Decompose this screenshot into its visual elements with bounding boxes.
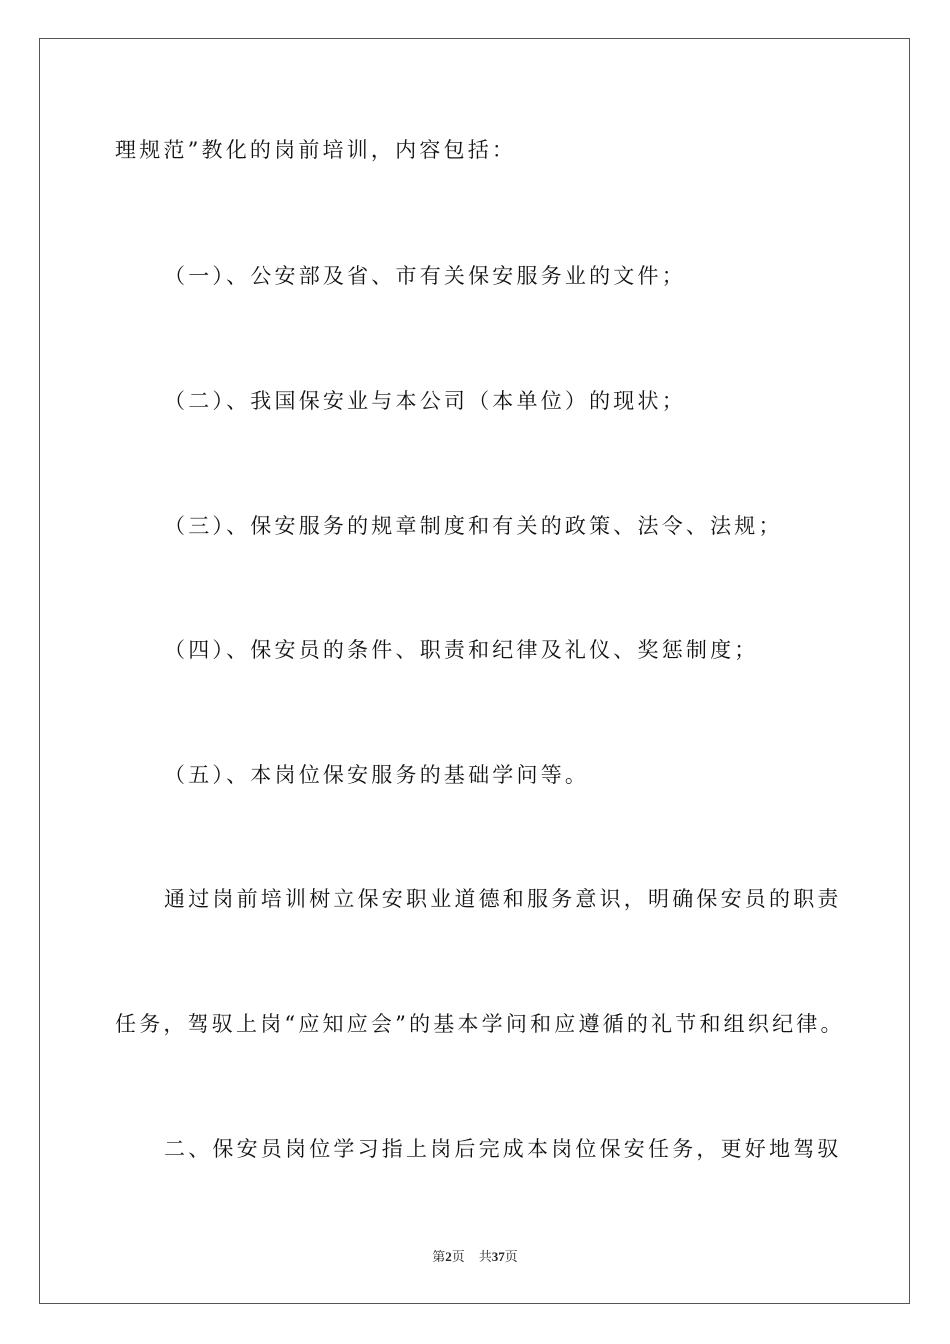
list-item-5: （五）、本岗位保安服务的基础学问等。 bbox=[164, 763, 590, 787]
page-suffix: 页 bbox=[451, 1249, 465, 1264]
page-footer bbox=[0, 1248, 950, 1266]
list-item-4: （四）、保安员的条件、职责和纪律及礼仪、奖惩制度； bbox=[164, 638, 759, 662]
paragraph-line-1: 通过岗前培训树立保安职业道德和服务意识，明确保安员的职责 bbox=[164, 887, 842, 911]
paragraph-line-2: 任务，驾驭上岗“应知应会”的基本学问和应遵循的礼节和组织纪律。 bbox=[115, 1012, 845, 1036]
page-border bbox=[39, 38, 910, 1304]
text-line-1: 理规范”教化的岗前培训，内容包括： bbox=[115, 138, 517, 162]
list-item-2: （二）、我国保安业与本公司（本单位）的现状； bbox=[164, 389, 686, 413]
page-number: 2 bbox=[445, 1249, 452, 1264]
total-suffix: 页 bbox=[504, 1249, 518, 1264]
total-pages: 37 bbox=[491, 1249, 505, 1264]
list-item-3: （三）、保安服务的规章制度和有关的政策、法令、法规； bbox=[164, 514, 783, 538]
total-prefix: 共 bbox=[478, 1249, 492, 1264]
page-prefix: 第 bbox=[432, 1249, 446, 1264]
paragraph-line-3: 二、保安员岗位学习指上岗后完成本岗位保安任务，更好地驾驭 bbox=[164, 1137, 842, 1161]
list-item-1: （一）、公安部及省、市有关保安服务业的文件； bbox=[164, 264, 686, 288]
